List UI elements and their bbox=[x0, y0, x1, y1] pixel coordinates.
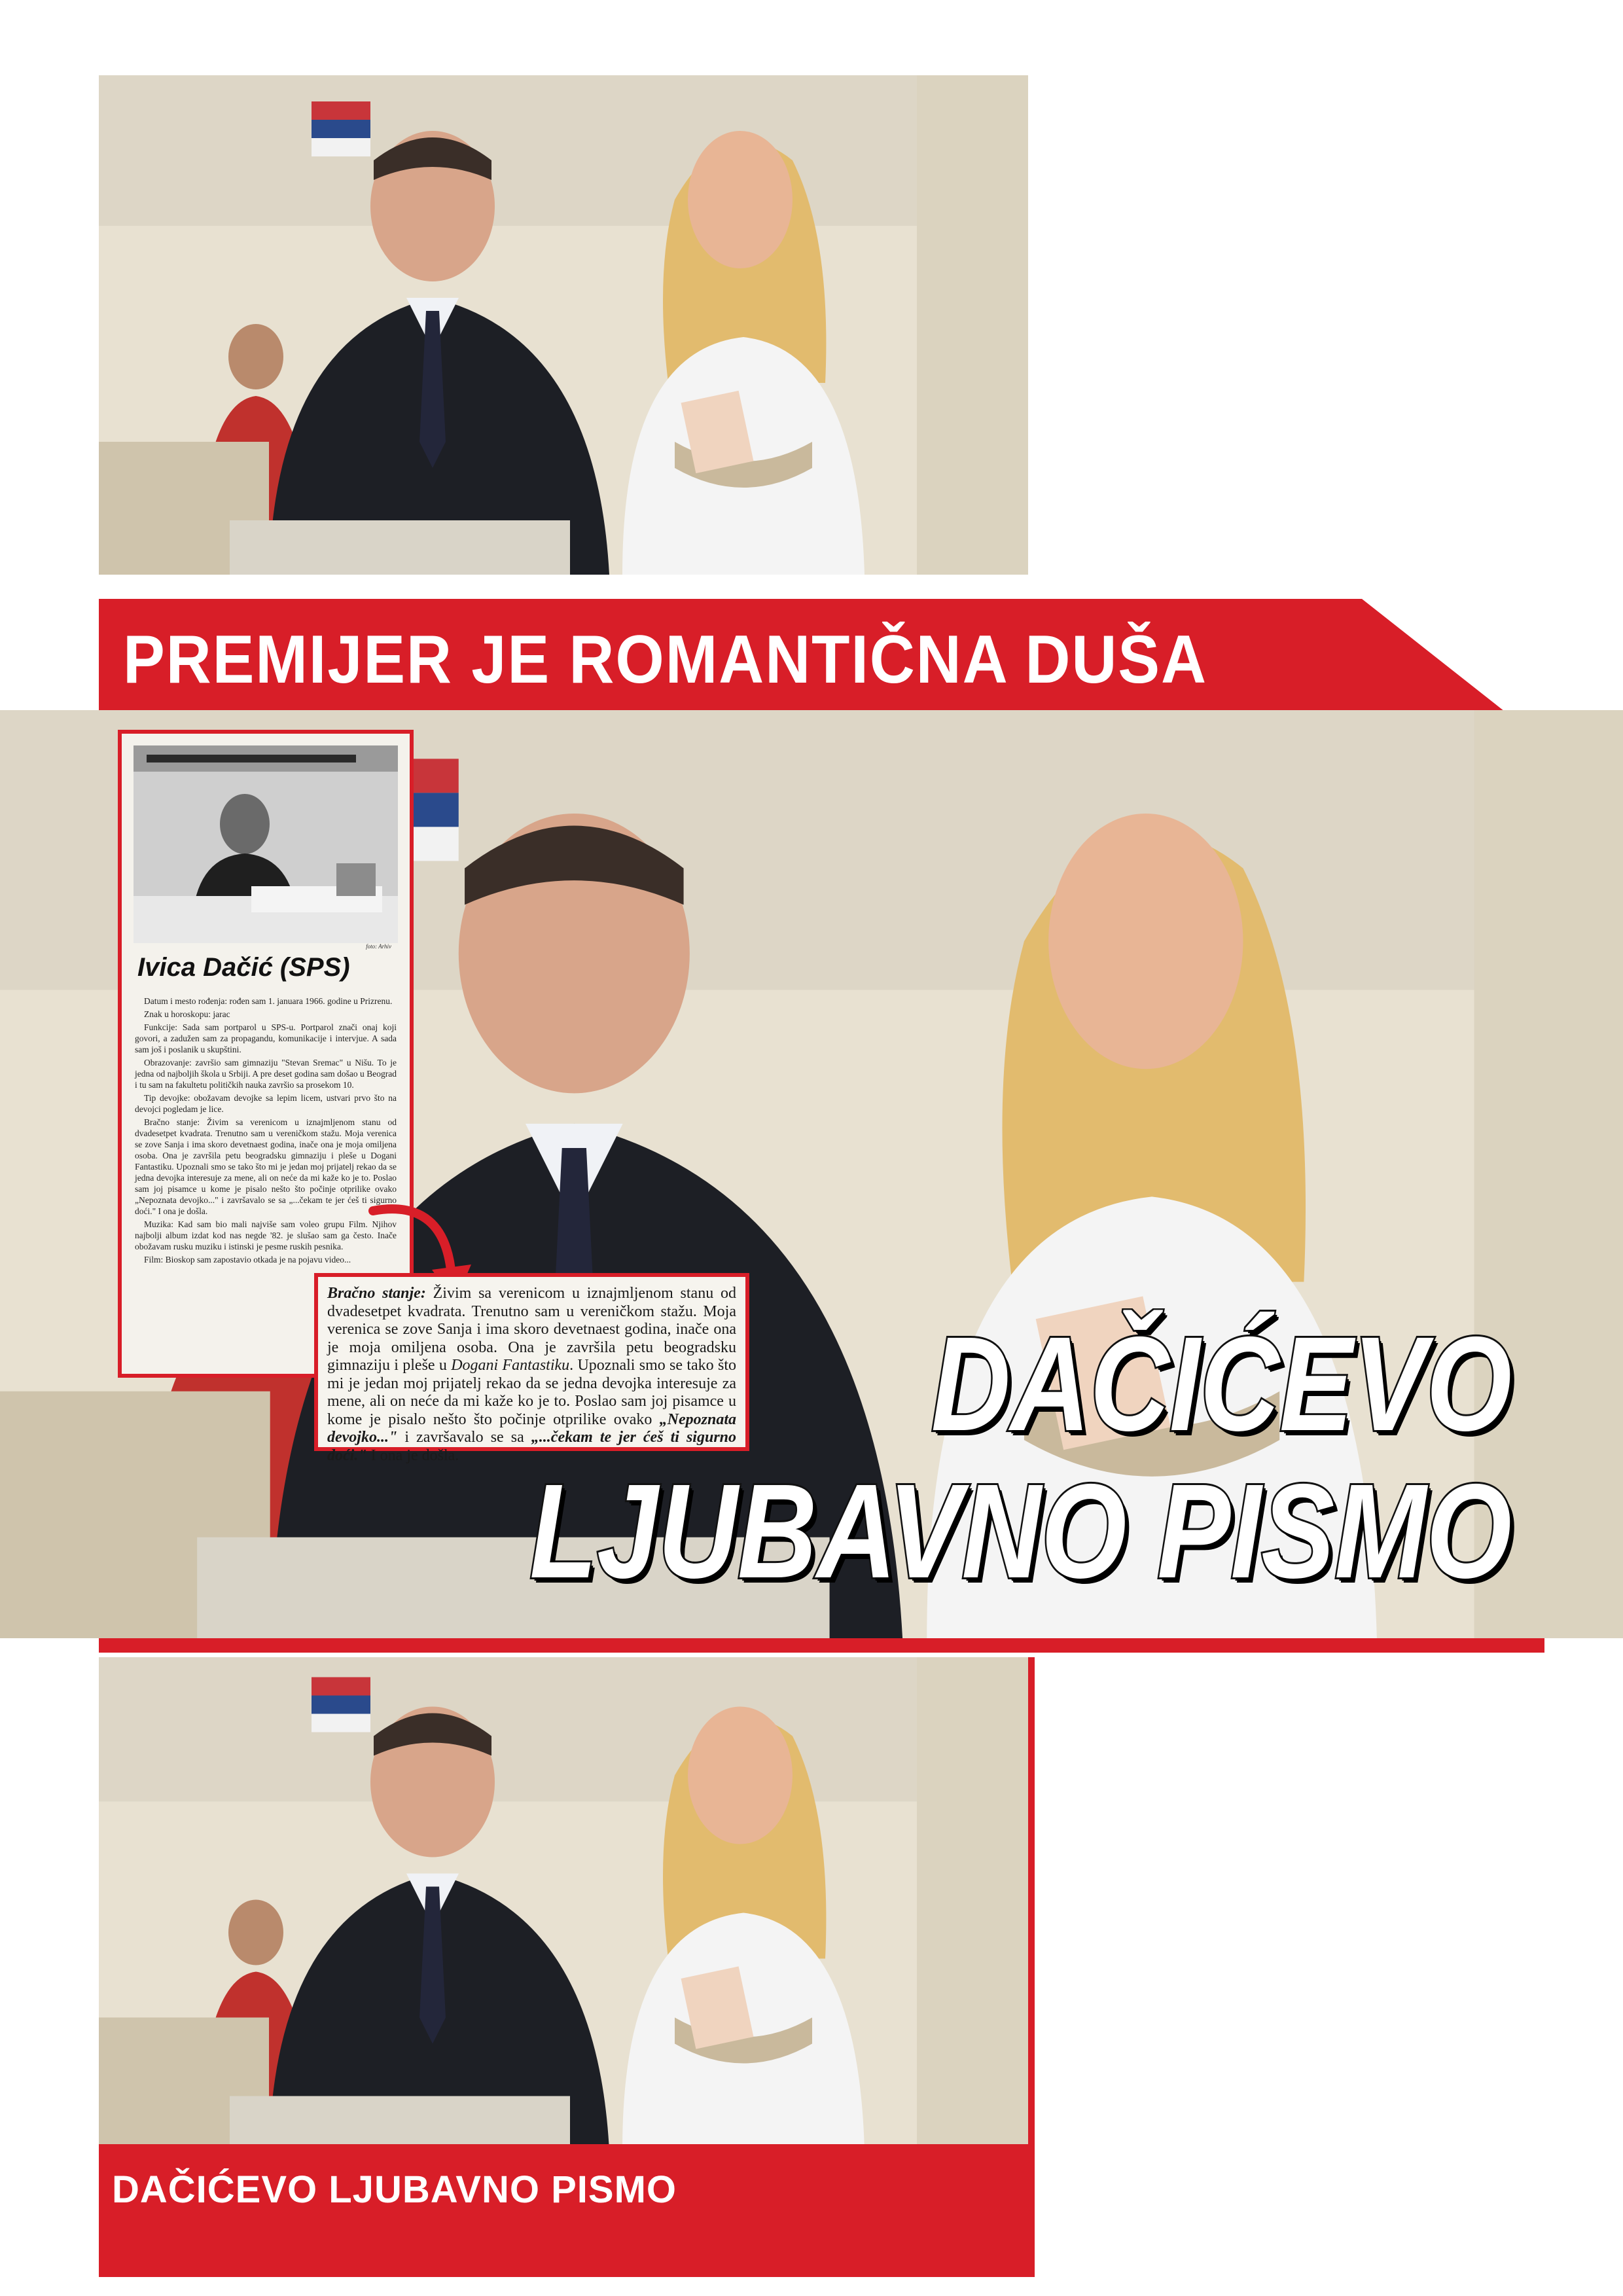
quote-text: . Upoznali smo se tako što mi je jedan moj prijatelj rekao da se jedna devojka interesuje za mene, ali on neće da mi kaže ko je to. Poslao sam joj pisamce u kome je pisalo nešto što počinje otprilike ovako bbox=[327, 1357, 736, 1428]
clipping-photo-credit: foto: Arhiv bbox=[366, 943, 391, 950]
quote-text: Živim sa verenicom u iznajmljenom stanu od dvadesetpet kvadrata. Trenutno sam u vereničkom stažu. Moja verenica se zove Sanja i ima skoro devetnaest godina, inače ona je moja omiljena osoba. Ona je završila petu beogradsku gimnaziju i pleše u bbox=[327, 1285, 736, 1374]
bottom-red-edge bbox=[1028, 1657, 1035, 2277]
clipping-name: Ivica Dačić (SPS) bbox=[137, 953, 350, 982]
quote-text: I ona je došla. bbox=[366, 1446, 459, 1464]
clipping-text bbox=[135, 996, 397, 1267]
clipping-paragraph: Obrazovanje: završio sam gimnaziju "Stevan Sremac" u Nišu. To je jedna od najboljih škola u Srbiji. A pre deset godina sam došao u Beograd i tu sam na fakultetu političkih nauka završio sa prosekom 10. bbox=[135, 1058, 397, 1090]
top-photo bbox=[99, 75, 1028, 575]
quote-band: Dogani Fantastiku bbox=[451, 1357, 570, 1374]
clipping-paragraph: Muzika: Kad sam bio mali najviše sam voleo grupu Film. Njihov najbolji album izdat kod nas negde '82. je slušao sam ga često. Inače obožavam rusku muziku i istinski je pesme ruskih pesnika. bbox=[135, 1219, 397, 1251]
main-title-line-2: LJUBAVNO PISMO bbox=[529, 1456, 1512, 1606]
zoomed-quote bbox=[314, 1273, 749, 1464]
main-title-line-1: DAČIĆEVO bbox=[931, 1309, 1512, 1459]
clipping-paragraph: Tip devojke: obožavam devojke sa lepim licem, ustvari prvo što na devojci pogledam je lice. bbox=[135, 1093, 397, 1114]
clipping-photo bbox=[134, 745, 398, 943]
quote-text: i završavalo se sa bbox=[397, 1429, 531, 1446]
clipping-paragraph: Bračno stanje: Živim sa verenicom u iznajmljenom stanu od dvadesetpet kvadrata. Trenutno sam u vereničkom stažu. Moja verenica se zove Sanja i ima skoro devetnaest godina, inače ona je moja omiljena osoba. Ona je završila petu beogradsku gimnaziju i pleše u Dogani Fantastiku. Upoznali smo se tako što mi je jedan moj prijatelj rekao da se jedna devojka interesuje za mene, ali on neće da mi kaže ko je to. Poslao sam joj pisamce u kome je pisalo nešto što počinje otprilike ovako „Nepoznata devojko..." i završavalo se sa „...čekam te jer ćeš ti sigurno doći." I ona je došla. bbox=[135, 1117, 397, 1216]
bottom-caption: DAČIĆEVO LJUBAVNO PISMO bbox=[112, 2168, 677, 2211]
clipping-paragraph: Film: Bioskop sam zapostavio otkada je na pojavu video... bbox=[144, 1255, 351, 1265]
quote-closing: „...čekam te jer ćeš ti sigurno doći." bbox=[327, 1429, 737, 1464]
clipping-paragraph: Funkcije: Sada sam portparol u SPS-u. Portparol znači onaj koji govori, a zadužen sam za propagandu, komunikacije i intervjue. A sada sam još i poslanik u skupštini. bbox=[135, 1022, 397, 1054]
clipping-paragraph: Znak u horoskopu: jarac bbox=[144, 1009, 230, 1019]
bottom-photo bbox=[99, 1657, 1028, 2144]
quote-opening: „Nepoznata devojko..." bbox=[327, 1410, 736, 1446]
section-headline: PREMIJER JE ROMANTIČNA DUŠA bbox=[123, 622, 1207, 698]
clipping-paragraph: Datum i mesto rođenja: rođen sam 1. januara 1966. godine u Prizrenu. bbox=[144, 996, 393, 1006]
quote-label: Bračno stanje: bbox=[327, 1285, 426, 1302]
